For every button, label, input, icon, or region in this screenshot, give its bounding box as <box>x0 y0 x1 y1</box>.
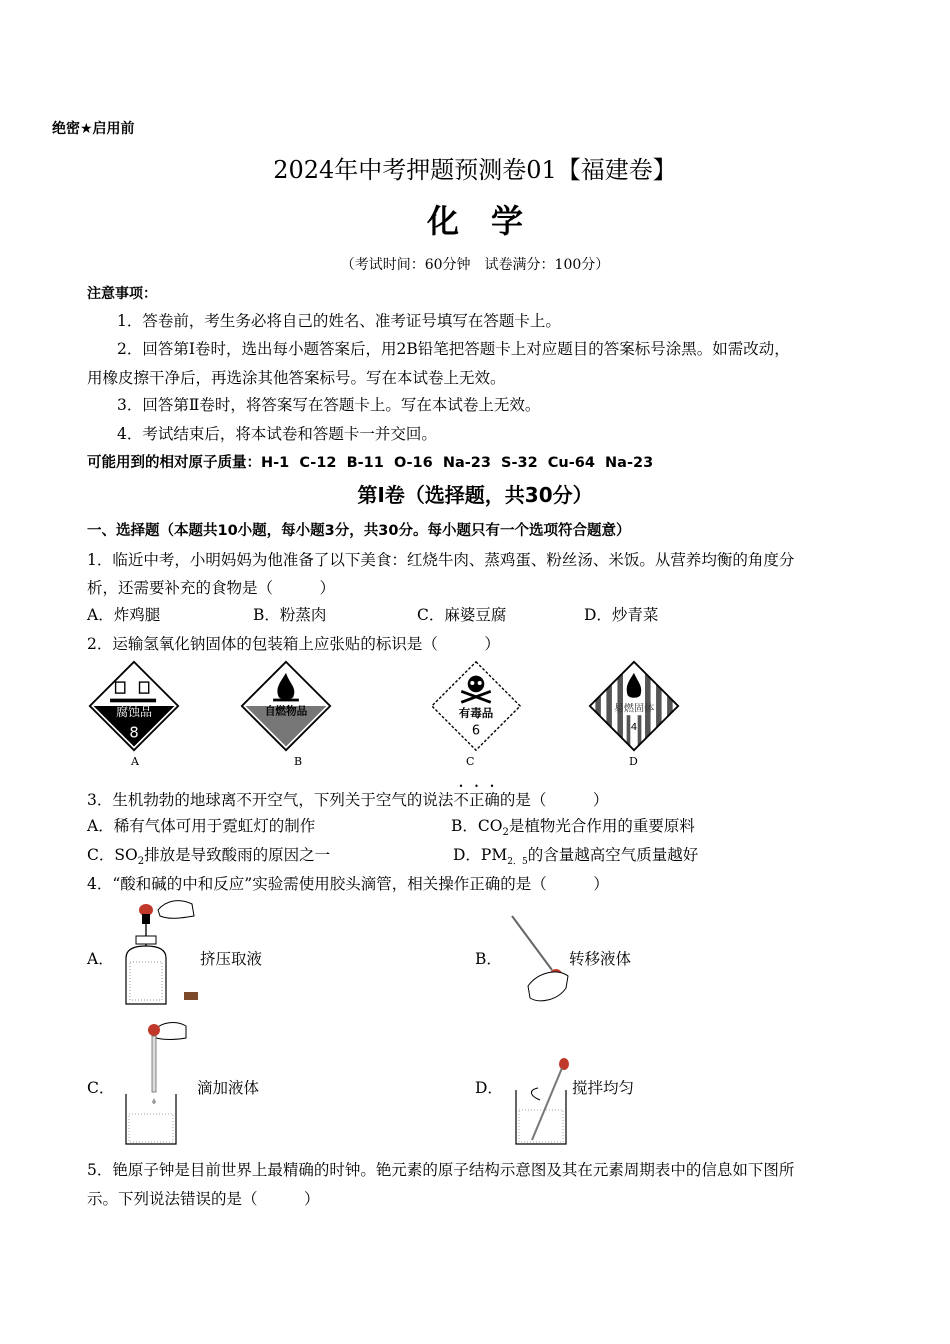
section-instructions: 一、选择题（本题共10小题，每小题3分，共30分。每小题只有一个选项符合题意） <box>87 523 631 539</box>
q3-b-text1: B．CO <box>451 817 503 835</box>
sign-b-text: 自燃物品 <box>264 705 308 718</box>
q3-stem-emphasis: 不正确 <box>453 791 500 809</box>
sign-d-letter: D <box>629 755 638 768</box>
sign-c-text: 有毒品 <box>458 706 494 721</box>
stirring-illustration <box>510 1056 572 1152</box>
secret-mark: 绝密★启用前 <box>52 121 135 137</box>
q4-option-b: B． <box>475 950 502 968</box>
q3-c-text1: C．SO <box>87 846 138 864</box>
q3-option-a: A．稀有气体可用于霓虹灯的制作 <box>87 817 316 835</box>
q3-option-d <box>453 843 698 867</box>
transfer-dropper-illustration <box>508 912 578 1012</box>
section-title: 第Ⅰ卷（选择题，共30分） <box>357 483 593 507</box>
q4-b-label: 转移液体 <box>569 950 632 968</box>
q4-stem: 4．“酸和碱的中和反应”实验需使用胶头滴管，相关操作正确的是（ ） <box>87 875 609 893</box>
subject-title: 化 学 <box>426 202 523 240</box>
q4-a-label: 挤压取液 <box>200 950 263 968</box>
q1-stem-2: 析，还需要补充的食物是（ ） <box>87 579 336 597</box>
q4-option-c: C． <box>87 1079 115 1097</box>
hazard-sign-flammable-solid <box>588 660 680 756</box>
q1-option-b: B．粉蒸肉 <box>253 606 327 624</box>
note-1: 1．答卷前，考生务必将自己的姓名、准考证号填写在答题卡上。 <box>117 312 561 330</box>
q3-d-text2: 的含量越高空气质量越好 <box>527 846 699 864</box>
q3-b-text2: 是植物光合作用的重要原料 <box>508 817 695 835</box>
note-2b: 用橡皮擦干净后，再选涂其他答案标号。写在本试卷上无效。 <box>87 369 506 387</box>
sign-d-number: 4 <box>630 721 638 733</box>
q5-stem-1: 5．铯原子钟是目前世界上最精确的时钟。铯元素的原子结构示意图及其在元素周期表中的信息如下图所 <box>87 1161 795 1179</box>
q3-option-c <box>87 843 330 867</box>
exam-info: （考试时间：60分钟 试卷满分：100分） <box>340 257 610 273</box>
q4-option-d: D． <box>475 1079 503 1097</box>
atomic-mass: 可能用到的相对原子质量：H-1 C-12 B-11 O-16 Na-23 S-32 Cu-64 Na-23 <box>87 455 654 471</box>
hazard-sign-toxic <box>430 660 522 756</box>
q3-d-sub: 2．5 <box>507 857 528 868</box>
q1-option-d: D．炒青菜 <box>584 606 659 624</box>
q3-option-b <box>451 814 695 838</box>
note-4: 4．考试结束后，将本试卷和答题卡一并交回。 <box>117 425 437 443</box>
sign-c-number: 6 <box>471 723 481 739</box>
q1-option-c: C．麻婆豆腐 <box>417 606 507 624</box>
q3-d-text1: D．PM <box>453 846 508 864</box>
sign-a-letter: A <box>131 755 139 768</box>
q4-d-label: 搅拌均匀 <box>572 1079 635 1097</box>
q3-stem-a: 3．生机勃勃的地球离不开空气，下列关于空气的说法 <box>87 791 454 809</box>
sign-c-letter: C <box>466 755 475 768</box>
sign-a-text: 腐蚀品 <box>116 705 152 720</box>
hazard-sign-self-igniting <box>240 660 332 756</box>
note-3: 3．回答第Ⅱ卷时，将答案写在答题卡上。写在本试卷上无效。 <box>117 396 541 414</box>
q1-option-a: A．炸鸡腿 <box>87 606 161 624</box>
sign-a-number: 8 <box>129 724 139 742</box>
note-2a: 2．回答第Ⅰ卷时，选出每小题答案后，用2B铅笔把答题卡上对应题目的答案标号涂黑。如需改动， <box>117 340 790 358</box>
notes-heading: 注意事项： <box>87 286 157 302</box>
q5-stem-2: 示。下列说法错误的是（ ） <box>87 1190 320 1208</box>
q3-c-sub: 2 <box>137 856 145 868</box>
q3-c-text2: 排放是导致酸雨的原因之一 <box>144 846 331 864</box>
page-title: 2024年中考押题预测卷01【福建卷】 <box>273 156 677 184</box>
dropping-liquid-illustration <box>120 1018 200 1152</box>
q3-b-sub: 2 <box>502 827 509 839</box>
q3-stem <box>87 782 608 810</box>
dropper-bottle-illustration <box>118 896 208 1014</box>
q2-stem: 2．运输氢氧化钠固体的包装箱上应张贴的标识是（ ） <box>87 635 500 653</box>
sign-b-letter: B <box>294 755 303 768</box>
q4-option-a: A． <box>87 950 114 968</box>
sign-d-text: 易燃固体 <box>613 703 655 715</box>
q1-stem-1: 1．临近中考，小明妈妈为他准备了以下美食：红烧牛肉、蒸鸡蛋、粉丝汤、米饭。从营养均衡的角度分 <box>87 551 795 569</box>
hazard-sign-corrosive <box>88 660 180 756</box>
q4-c-label: 滴加液体 <box>197 1079 260 1097</box>
q3-stem-b: 的是（ ） <box>499 791 609 809</box>
